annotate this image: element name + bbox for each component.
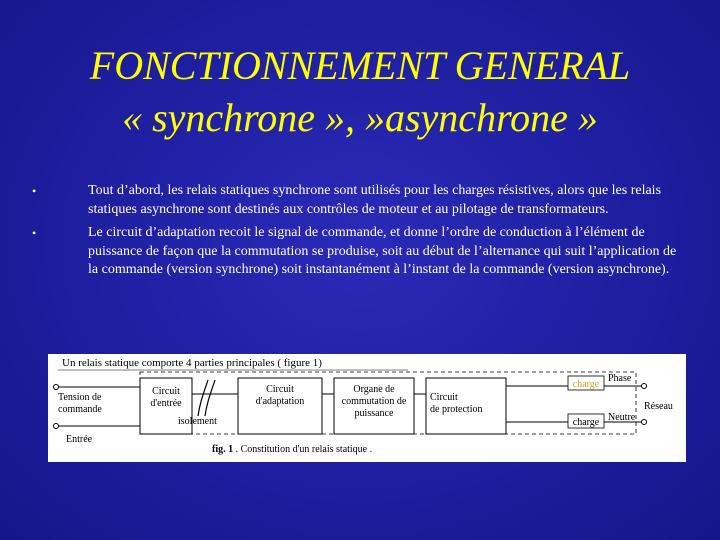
input-terminal-top [54,385,59,390]
bullet-text: Tout d’abord, les relais statiques synchrone sont utilisés pour les charges résistives, alors que les relais statiques asynchrone sont destinés aux contrôles de moteur et au pilotage de transformateurs. [88,183,662,217]
caption-number: fig. 1 [212,444,234,455]
bullet-text: Le circuit d’adaptation recoit le signal de commande, et donne l’ordre de conduction à l’élément de puissance de façon que la commutation se produise, soit au début de l’alternance qui suit l’application de la commande (version synchrone) soit instantanément à l’instant de la commande (version asynchrone). [88,225,677,277]
title-line-1: FONCTIONNEMENT GENERAL [89,43,631,88]
relay-diagram-svg [48,354,686,462]
block3-line1: Organe de [353,384,395,395]
slide-title [0,40,720,144]
block2-line1: Circuit [266,384,294,395]
bullet-icon: • [32,184,37,198]
phase-terminal [642,384,647,389]
isolation-label: isolement [178,416,217,427]
caption-text: . Constitution d'un relais statique . [233,444,373,455]
block4-line2: de protection [430,404,483,415]
neutral-label: Neutre [608,412,636,423]
charge-top-label: charge [572,379,600,390]
charge-bottom-label: charge [572,417,600,428]
block3-line2: commutation de [341,396,407,407]
bullet-list [28,182,688,285]
figure-heading: Un relais statique comporte 4 parties principales ( figure 1) [62,357,322,369]
input-label-1: Tension de [58,392,102,403]
block1-line1: Circuit [152,386,180,397]
phase-label: Phase [608,373,632,384]
block4-line1: Circuit [430,392,458,403]
block3-line3: puissance [354,408,394,419]
block1-line2: d'entrée [150,398,182,409]
title-line-2: « synchrone », »asynchrone » [122,95,598,140]
list-item [28,182,688,219]
list-item [28,224,688,280]
relay-diagram [48,354,686,462]
bullet-icon: • [32,226,37,240]
input-label-2: commande [58,404,102,415]
network-label: Réseau [644,401,673,412]
entry-label: Entrée [66,434,93,445]
input-terminal-bottom [54,424,59,429]
block2-line2: d'adaptation [255,396,305,407]
figure-caption [212,444,372,455]
neutral-terminal [642,420,647,425]
